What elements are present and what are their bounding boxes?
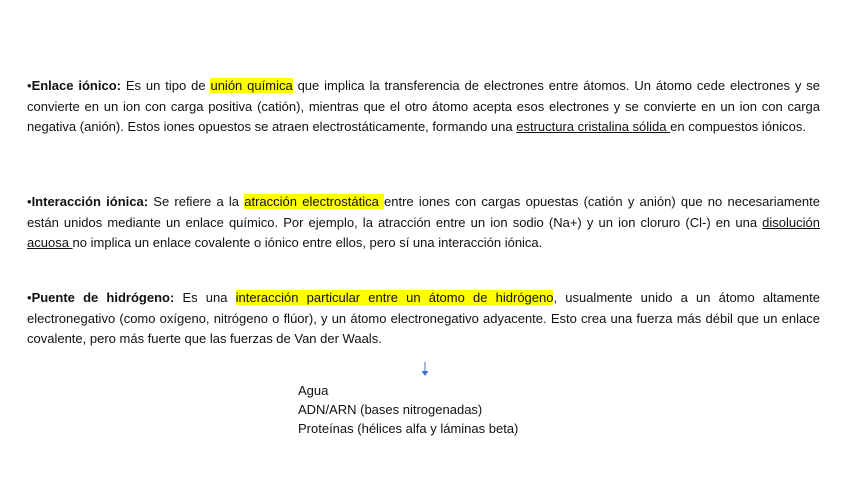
examples-list [298,381,518,438]
down-arrow-icon [419,362,431,376]
example-item-adn-arn: ADN/ARN (bases nitrogenadas) [298,402,483,417]
example-item-agua: Agua [298,383,329,398]
term-interaccion-ionica: Interacción iónica: [31,194,149,209]
text-segment: en compuestos iónicos. [670,119,806,134]
paragraph-enlace-ionico [27,76,820,138]
text-segment: que implica la transferencia de electrones entre átomos. Un átomo cede electrones y se convierte en un ion con carga positiva (catión), mientras que el otro átomo acepta esos electrones y se convierte en un ion con carga negativa (anión). Estos iones opuestos se atraen electrostáticamente, formando una [27,78,820,134]
text-segment: entre iones con cargas opuestas (catión y anión) que no necesariamente están unidos mediante un enlace químico. Por ejemplo, la atracción entre un ion sodio (Na+) y un ion cloruro (Cl-) en una [27,194,820,230]
text-segment: no implica un enlace covalente o iónico entre ellos, pero sí una interacción iónica. [72,235,543,250]
text-segment: Es una [174,290,236,305]
text-segment: Es un tipo de [120,78,211,93]
highlight-union-quimica: unión química [210,78,293,93]
paragraph-puente-hidrogeno [27,288,820,350]
highlight-atraccion-electrostatica: atracción electrostática [244,194,385,209]
term-puente-hidrogeno: Puente de hidrógeno: [31,290,175,305]
term-enlace-ionico: Enlace iónico: [31,78,121,93]
underline-estructura-cristalina: estructura cristalina sólida [516,119,671,134]
example-item-proteinas: Proteínas (hélices alfa y láminas beta) [298,421,519,436]
bullet: • [27,194,32,209]
text-segment: , usualmente unido a un átomo altamente electronegativo (como oxígeno, nitrógeno o flúor), y un átomo electronegativo adyacente. Esto crea una fuerza más débil que un enlace covalente, pero más fuerte que las fuerzas de Van der Waals. [27,290,820,346]
bullet: • [27,290,32,305]
bullet: • [27,78,32,93]
paragraph-interaccion-ionica [27,192,820,254]
underline-disolucion-acuosa: disolución acuosa [27,214,820,250]
text-segment: Se refiere a la [148,194,245,209]
highlight-interaccion-particular: interacción particular entre un átomo de hidrógeno [235,290,554,305]
